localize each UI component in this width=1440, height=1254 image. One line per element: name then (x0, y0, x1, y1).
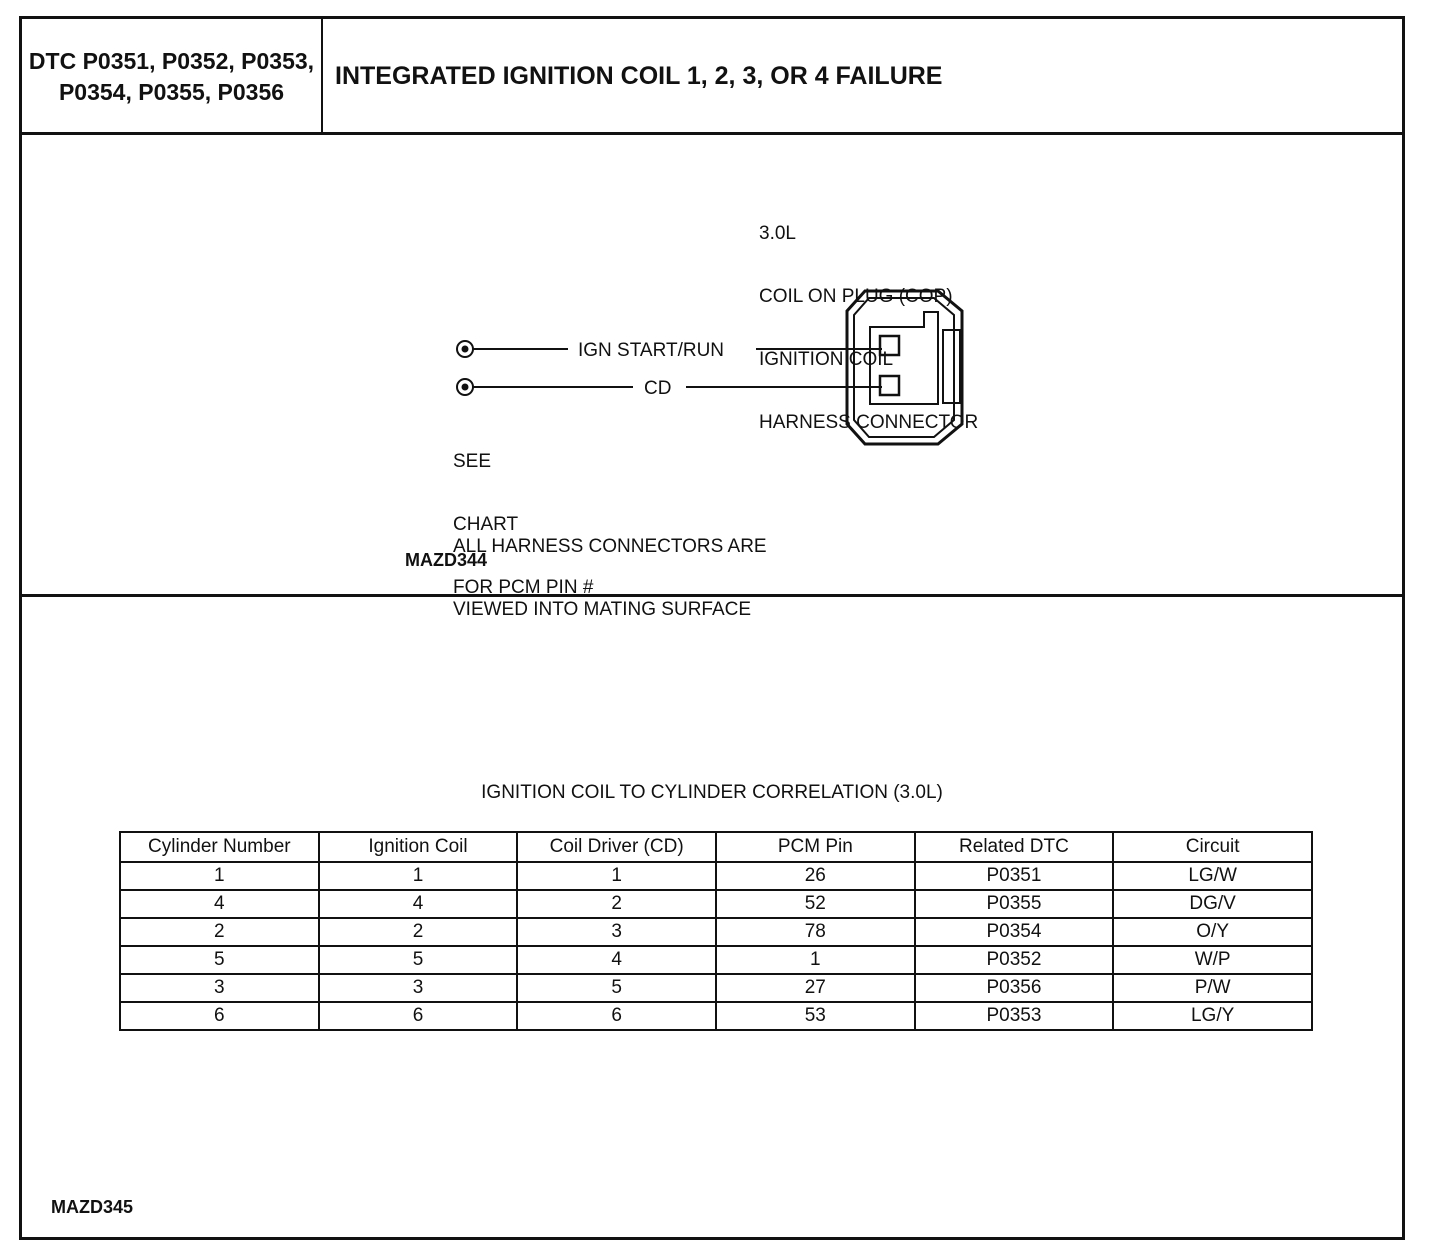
table-cell: P/W (1113, 974, 1312, 1002)
table-cell: 26 (716, 862, 915, 890)
connector-label-line: COIL ON PLUG (COP) (759, 286, 953, 307)
table-cell: 6 (319, 1002, 518, 1030)
column-header: Cylinder Number (120, 832, 319, 862)
table-title: IGNITION COIL TO CYLINDER CORRELATION (3.0L) (481, 782, 943, 803)
table-cell: W/P (1113, 946, 1312, 974)
pin-cavity-1 (880, 336, 899, 355)
table-row (120, 862, 1312, 890)
harness-note-line: VIEWED INTO MATING SURFACE (453, 599, 752, 620)
table-cell: LG/W (1113, 862, 1312, 890)
table-row (120, 974, 1312, 1002)
table-cell: P0353 (915, 1002, 1114, 1030)
connector-label-line: 3.0L (759, 223, 796, 244)
wire-2-label: CD (644, 378, 672, 399)
column-header: Coil Driver (CD) (517, 832, 716, 862)
table-cell: 1 (517, 862, 716, 890)
column-header: Related DTC (915, 832, 1114, 862)
harness-note-line: ALL HARNESS CONNECTORS ARE (453, 536, 767, 557)
table-cell: O/Y (1113, 918, 1312, 946)
table-cell: 78 (716, 918, 915, 946)
table-cell: 2 (517, 890, 716, 918)
table-cell: 53 (716, 1002, 915, 1030)
table-row (120, 918, 1312, 946)
table-cell: 5 (517, 974, 716, 1002)
table-cell: 3 (319, 974, 518, 1002)
dtc-codes: DTC P0351, P0352, P0353, P0354, P0355, P0356 (28, 47, 315, 105)
table-cell: LG/Y (1113, 1002, 1312, 1030)
table-cell: 6 (517, 1002, 716, 1030)
connector-label-line: HARNESS CONNECTOR (759, 412, 979, 433)
table-cell: 3 (517, 918, 716, 946)
table-cell: P0354 (915, 918, 1114, 946)
pcm-note-line: CHART (453, 514, 519, 535)
table-cell: 5 (319, 946, 518, 974)
pcm-note-line: FOR PCM PIN # (453, 577, 594, 598)
table-cell: 1 (120, 862, 319, 890)
table-row (120, 1002, 1312, 1030)
figure-id-table: MAZD345 (51, 1197, 134, 1217)
table-header-row (120, 832, 1312, 862)
table-cell: 52 (716, 890, 915, 918)
table-cell: 5 (120, 946, 319, 974)
connector-outline (847, 291, 962, 444)
figure-id-diagram: MAZD344 (405, 550, 488, 570)
correlation-table (119, 831, 1313, 1031)
table-cell: P0351 (915, 862, 1114, 890)
connector-label-line: IGNITION COIL (759, 349, 894, 370)
table-cell: P0355 (915, 890, 1114, 918)
wire-1-label: IGN START/RUN (578, 340, 725, 361)
column-header: Ignition Coil (319, 832, 518, 862)
harness-note (453, 494, 767, 662)
pcm-note-line: SEE (453, 451, 492, 472)
table-cell: P0352 (915, 946, 1114, 974)
column-header: Circuit (1113, 832, 1312, 862)
document-frame (19, 16, 1405, 1240)
table-cell: 1 (319, 862, 518, 890)
table-cell: P0356 (915, 974, 1114, 1002)
pin-cavity-2 (880, 376, 899, 395)
table-cell: DG/V (1113, 890, 1312, 918)
table-cell: 27 (716, 974, 915, 1002)
page-title: INTEGRATED IGNITION COIL 1, 2, 3, OR 4 FAILURE (335, 62, 943, 90)
table-cell: 4 (319, 890, 518, 918)
table-cell: 3 (120, 974, 319, 1002)
table-cell: 6 (120, 1002, 319, 1030)
table-cell: 2 (319, 918, 518, 946)
table-row (120, 890, 1312, 918)
table-cell: 4 (517, 946, 716, 974)
table-cell: 1 (716, 946, 915, 974)
connector-side-rib (943, 330, 960, 403)
table-cell: 2 (120, 918, 319, 946)
section-divider (22, 594, 1402, 597)
table-row (120, 946, 1312, 974)
column-header: PCM Pin (716, 832, 915, 862)
table-cell: 4 (120, 890, 319, 918)
